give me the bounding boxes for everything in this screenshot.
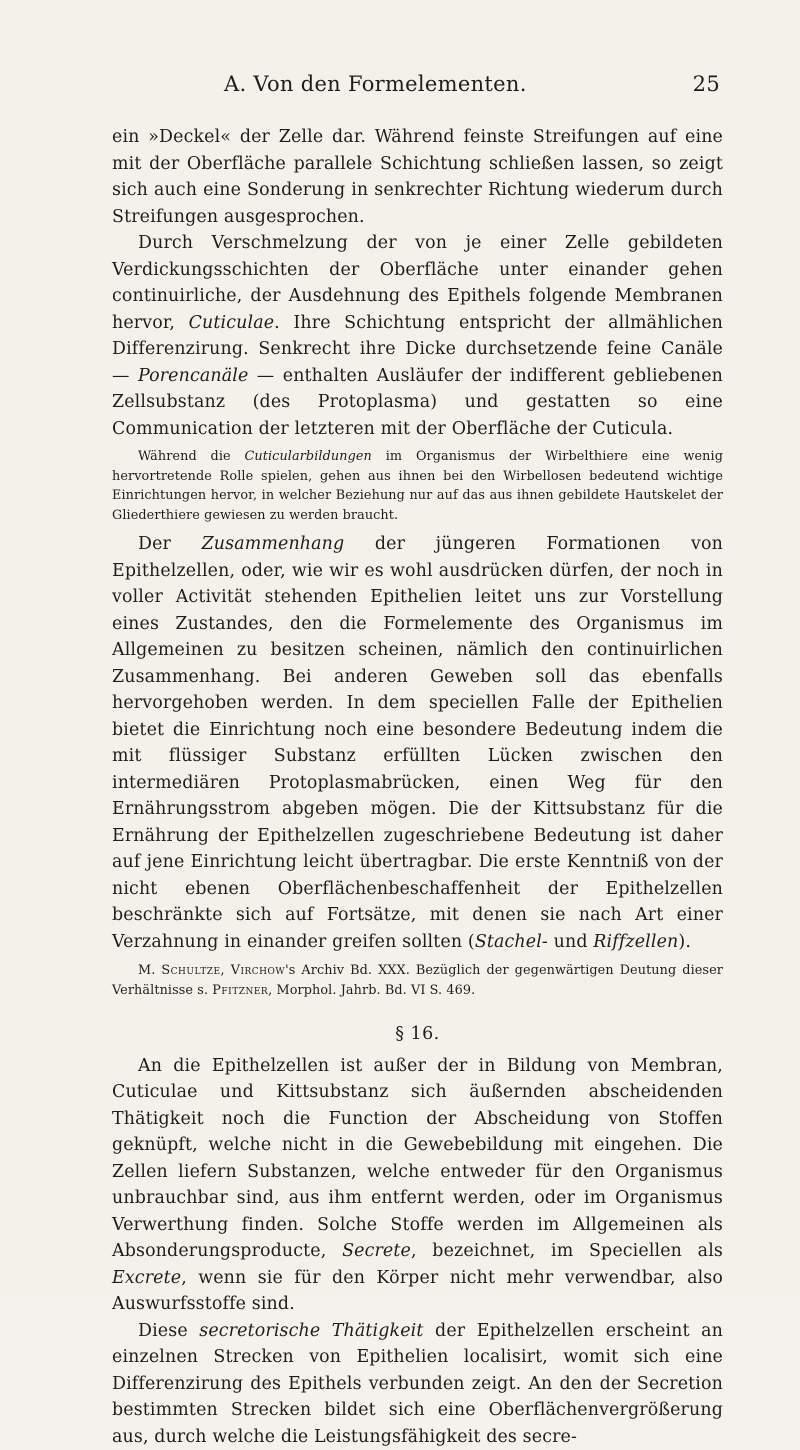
body-text (112, 124, 723, 1450)
note-2-text-a: M. (138, 963, 162, 979)
paragraph-1-text: ein »Deckel« der Zelle dar. Während feinste Streifungen auf eine mit der Oberfläche parallele Schichtung schließen lassen, so zeigt sich auch eine Sonderung in senkrechter Richtung wiederum durch Streifungen ausgesprochen. (112, 127, 723, 227)
paragraph-2 (112, 230, 723, 442)
paragraph-5-text-a: Diese (138, 1320, 200, 1341)
paragraph-2-text-a: Durch Verschmelzung der von je einer Zelle gebildeten Verdickungsschichten der Oberfläche unter einander gehen continuirliche, der Ausdehnung des Epithels folgende Membranen hervor, (112, 233, 723, 333)
paragraph-4-text-a: An die Epithelzellen ist außer der in Bildung von Membran, Cuticulae und Kittsubstanz sich äußernden abscheidenden Thätigkeit noch die Function der Abscheidung von Stoffen geknüpft, welche nicht in die Gewebebildung mit eingehen. Die Zellen liefern Substanzen, welche entweder für den Organismus unbrauchbar sind, aus ihm entfernt werden, oder im Organismus Verwerthung finden. Solche Stoffe werden im Allgemeinen als Absonderungsproducte, (112, 1055, 723, 1262)
paragraph-3-text-g: ). (678, 931, 692, 952)
term-cuticulae: Cuticulae (188, 312, 275, 333)
note-2-text-g: , Morphol. Jahrb. Bd. VI S. 469. (268, 982, 476, 998)
paragraph-4 (112, 1053, 723, 1318)
term-riffzellen: Riffzellen (593, 931, 679, 952)
paragraph-3 (112, 531, 723, 955)
author-pfitzner: Pfitzner (212, 982, 269, 998)
paragraph-5-text-c: der Epithelzellen erscheint an einzelnen Strecken von Epithelien localisirt, womit sich eine Differenzirung des Epithels verbunden zeigt. An den der Secretion bestimmten Strecken bildet sich eine Oberflächenvergrößerung aus, durch welche die Leistungsfähigkeit des secre- (112, 1320, 723, 1447)
note-1-text-c: im Organismus der Wirbelthiere eine wenig hervortretende Rolle spielen, gehen aus ihnen bei den Wirbellosen bedeutend wichtige Einrichtungen hervor, in welcher Beziehung nur auf das aus ihnen gebildete Hautskelet der Gliederthiere gewiesen zu werden braucht. (112, 449, 723, 523)
note-1-text-a: Während die (138, 449, 245, 464)
paragraph-3-text-e: und (547, 931, 594, 952)
term-stachel: Stachel- (474, 931, 548, 952)
author-virchow: Virchow (230, 963, 286, 979)
paragraph-4-text-e: , wenn sie für den Körper nicht mehr verwendbar, also Auswurfsstoffe sind. (112, 1267, 723, 1315)
term-zusammenhang: Zusammenhang (201, 534, 345, 555)
paragraph-2-text-c: . Ihre Schichtung entspricht der allmählichen Differenzirung. Senkrecht ihre Dicke durchsetzende feine Canäle — (112, 312, 723, 386)
page-number: 25 (692, 72, 720, 96)
term-porencanaele: Porencanäle (137, 365, 249, 386)
paragraph-5 (112, 1318, 723, 1450)
small-print-note-2 (112, 961, 723, 1000)
note-2-text-c: , (220, 963, 231, 979)
running-head (113, 72, 720, 102)
paragraph-4-text-c: , bezeichnet, im Speciellen als (410, 1241, 723, 1262)
author-schultze: Schultze (161, 963, 221, 979)
small-print-note-1 (112, 447, 723, 525)
paragraph-3-text-a: Der (138, 534, 202, 555)
paragraph-1 (112, 124, 723, 230)
note-2-text-e: 's Archiv Bd. XXX. Bezüglich der gegenwärtigen Deutung dieser Verhältnisse s. (112, 963, 723, 998)
chapter-title: A. Von den Formelementen. (224, 72, 527, 96)
term-excrete: Excrete (112, 1267, 182, 1288)
paragraph-2-text-e: — enthalten Ausläufer der indifferent gebliebenen Zellsubstanz (des Protoplasma) und gestatten so eine Communication der letzteren mit der Oberfläche der Cuticula. (112, 365, 724, 439)
term-secrete: Secrete (342, 1241, 411, 1262)
section-heading: § 16. (395, 1023, 440, 1044)
paragraph-3-text-c: der jüngeren Formationen von Epithelzellen, oder, wie wir es wohl ausdrücken dürfen, der noch in voller Activität stehenden Epithelien leitet uns zur Vorstellung eines Zustandes, den die Formelemente des Organismus im Allgemeinen zu besitzen scheinen, nämlich den continuirlichen Zusammenhang. Bei anderen Geweben soll das ebenfalls hervorgehoben werden. In dem speciellen Falle der Epithelien bietet die Einrichtung noch eine besondere Bedeutung indem die mit flüssiger Substanz erfüllten Lücken zwischen den intermediären Protoplasmabrücken, einen Weg für den Ernährungsstrom abgeben mögen. Die der Kittsubstanz für die Ernährung der Epithelzellen zugeschriebene Bedeutung ist daher auf jene Einrichtung leicht übertragbar. Die erste Kenntniß von der nicht ebenen Oberflächenbeschaffenheit der Epithelzellen beschränkte sich auf Fortsätze, mit denen sie nach Art einer Verzahnung in einander greifen sollten ( (112, 534, 724, 952)
term-secretorische-thaetigkeit: secretorische Thätigkeit (199, 1320, 424, 1341)
term-cuticularbildungen: Cuticularbildungen (244, 449, 372, 464)
